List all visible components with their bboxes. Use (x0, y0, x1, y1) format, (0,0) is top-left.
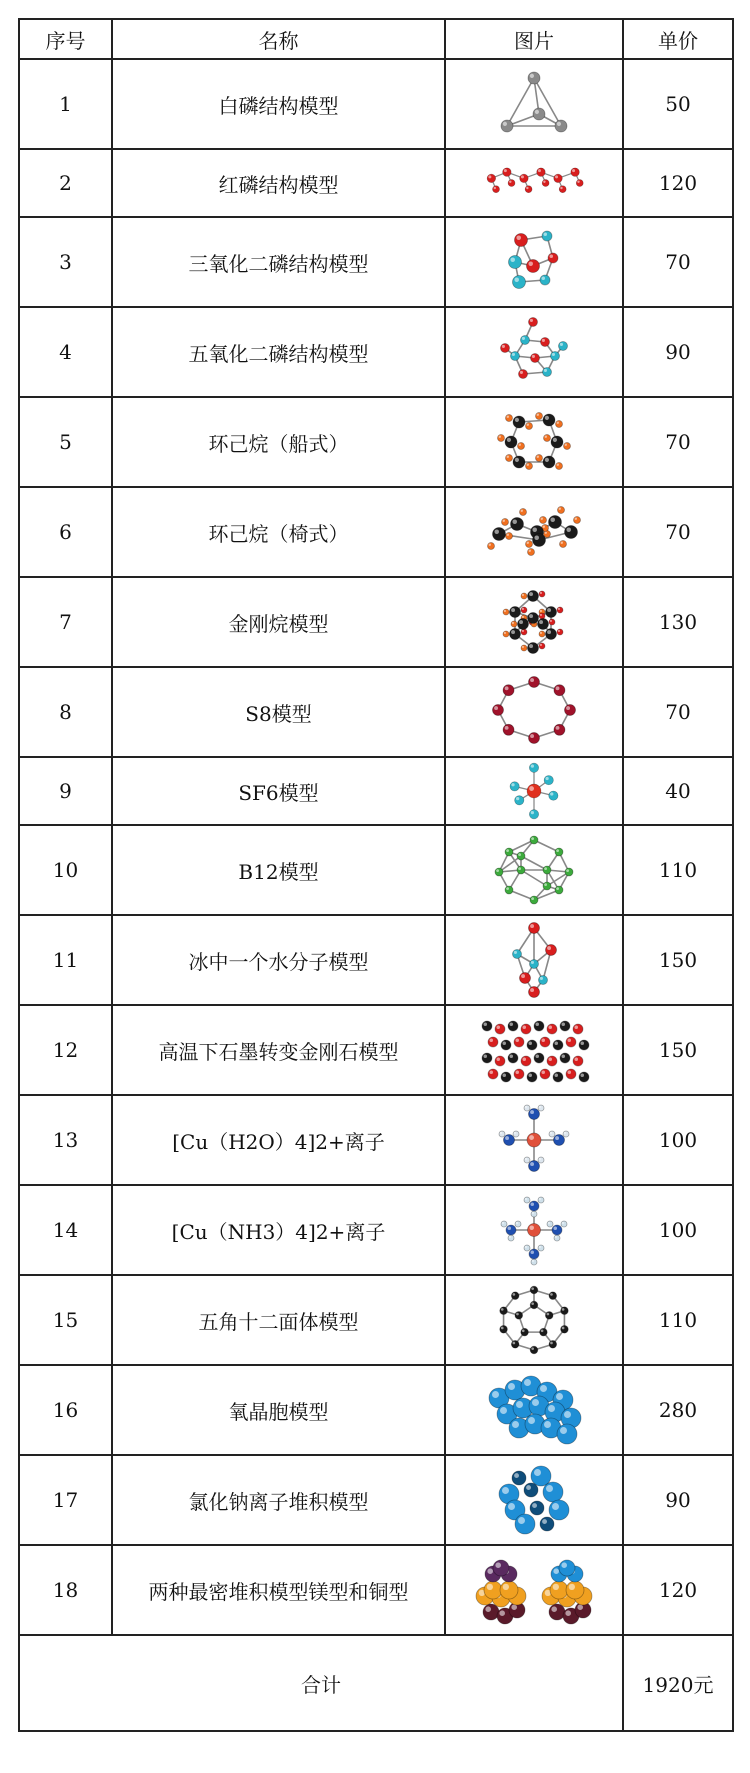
row-name: 氯化钠离子堆积模型 (112, 1455, 445, 1545)
row-picture (445, 915, 623, 1005)
row-picture (445, 1185, 623, 1275)
row-price: 130 (623, 577, 733, 667)
row-picture (445, 757, 623, 825)
header-picture: 图片 (445, 19, 623, 59)
cyclohexane-chair-icon (459, 492, 609, 572)
row-price: 280 (623, 1365, 733, 1455)
b12-model-icon (459, 830, 609, 910)
table-row (19, 915, 733, 1005)
row-name: SF6模型 (112, 757, 445, 825)
adamantane-model-icon (459, 582, 609, 662)
row-picture (445, 1095, 623, 1185)
cyclohexane-boat-icon (459, 402, 609, 482)
row-picture (445, 1275, 623, 1365)
dodecahedron-model-icon (459, 1280, 609, 1360)
red-phosphorus-model-icon (459, 152, 609, 214)
table-row (19, 487, 733, 577)
table-row (19, 1095, 733, 1185)
table-row (19, 59, 733, 149)
table-row (19, 397, 733, 487)
row-picture (445, 397, 623, 487)
total-value: 1920元 (623, 1635, 733, 1731)
row-index: 11 (19, 915, 112, 1005)
oxygen-cell-model-icon (459, 1370, 609, 1450)
row-index: 3 (19, 217, 112, 307)
table-row (19, 577, 733, 667)
table-row (19, 757, 733, 825)
cu-nh3-ion-model-icon (459, 1190, 609, 1270)
row-price: 110 (623, 825, 733, 915)
row-picture (445, 667, 623, 757)
row-name: S8模型 (112, 667, 445, 757)
total-label: 合计 (19, 1635, 623, 1731)
row-index: 15 (19, 1275, 112, 1365)
row-name: 环己烷（椅式） (112, 487, 445, 577)
row-index: 12 (19, 1005, 112, 1095)
table-row (19, 825, 733, 915)
white-phosphorus-model-icon (459, 64, 609, 144)
cu-h2o-ion-model-icon (459, 1100, 609, 1180)
row-price: 70 (623, 487, 733, 577)
row-index: 14 (19, 1185, 112, 1275)
table-row (19, 1275, 733, 1365)
table-row (19, 667, 733, 757)
header-index: 序号 (19, 19, 112, 59)
row-price: 100 (623, 1185, 733, 1275)
row-index: 1 (19, 59, 112, 149)
row-name: 红磷结构模型 (112, 149, 445, 217)
table-row (19, 149, 733, 217)
row-price: 150 (623, 1005, 733, 1095)
row-price: 120 (623, 149, 733, 217)
row-index: 4 (19, 307, 112, 397)
p2o5-model-icon (459, 312, 609, 392)
row-picture (445, 1455, 623, 1545)
row-price: 100 (623, 1095, 733, 1185)
row-name: 五角十二面体模型 (112, 1275, 445, 1365)
row-index: 2 (19, 149, 112, 217)
table-row (19, 1455, 733, 1545)
table-row (19, 1185, 733, 1275)
table-row (19, 1365, 733, 1455)
price-table (18, 18, 734, 1732)
row-index: 8 (19, 667, 112, 757)
p2o3-model-icon (459, 222, 609, 302)
table-row (19, 307, 733, 397)
row-price: 70 (623, 217, 733, 307)
row-picture (445, 1545, 623, 1635)
row-picture (445, 825, 623, 915)
row-price: 110 (623, 1275, 733, 1365)
row-name: 冰中一个水分子模型 (112, 915, 445, 1005)
graphite-diamond-model-icon (459, 1010, 609, 1090)
row-name: [Cu（H2O）4]2+离子 (112, 1095, 445, 1185)
row-price: 120 (623, 1545, 733, 1635)
close-packing-models-icon (459, 1550, 609, 1630)
row-picture (445, 59, 623, 149)
row-index: 16 (19, 1365, 112, 1455)
table-row (19, 217, 733, 307)
row-picture (445, 217, 623, 307)
row-picture (445, 577, 623, 667)
row-name: 三氧化二磷结构模型 (112, 217, 445, 307)
row-index: 9 (19, 757, 112, 825)
row-picture (445, 149, 623, 217)
row-picture (445, 307, 623, 397)
row-index: 18 (19, 1545, 112, 1635)
header-name: 名称 (112, 19, 445, 59)
row-name: 五氧化二磷结构模型 (112, 307, 445, 397)
row-picture (445, 1365, 623, 1455)
row-name: 金刚烷模型 (112, 577, 445, 667)
total-row (19, 1635, 733, 1731)
sf6-model-icon (459, 760, 609, 822)
row-index: 7 (19, 577, 112, 667)
s8-model-icon (459, 672, 609, 752)
row-name: 环己烷（船式） (112, 397, 445, 487)
row-name: 氧晶胞模型 (112, 1365, 445, 1455)
row-name: B12模型 (112, 825, 445, 915)
row-price: 50 (623, 59, 733, 149)
nacl-packing-model-icon (459, 1460, 609, 1540)
row-price: 40 (623, 757, 733, 825)
row-price: 90 (623, 307, 733, 397)
row-price: 90 (623, 1455, 733, 1545)
row-name: 白磷结构模型 (112, 59, 445, 149)
row-index: 13 (19, 1095, 112, 1185)
row-picture (445, 487, 623, 577)
row-name: 两种最密堆积模型镁型和铜型 (112, 1545, 445, 1635)
row-index: 10 (19, 825, 112, 915)
row-name: 高温下石墨转变金刚石模型 (112, 1005, 445, 1095)
row-price: 70 (623, 397, 733, 487)
table-row (19, 1005, 733, 1095)
row-index: 6 (19, 487, 112, 577)
table-row (19, 1545, 733, 1635)
row-index: 5 (19, 397, 112, 487)
header-price: 单价 (623, 19, 733, 59)
ice-water-molecule-icon (459, 920, 609, 1000)
row-index: 17 (19, 1455, 112, 1545)
row-price: 150 (623, 915, 733, 1005)
header-row (19, 19, 733, 59)
row-price: 70 (623, 667, 733, 757)
row-name: [Cu（NH3）4]2+离子 (112, 1185, 445, 1275)
row-picture (445, 1005, 623, 1095)
